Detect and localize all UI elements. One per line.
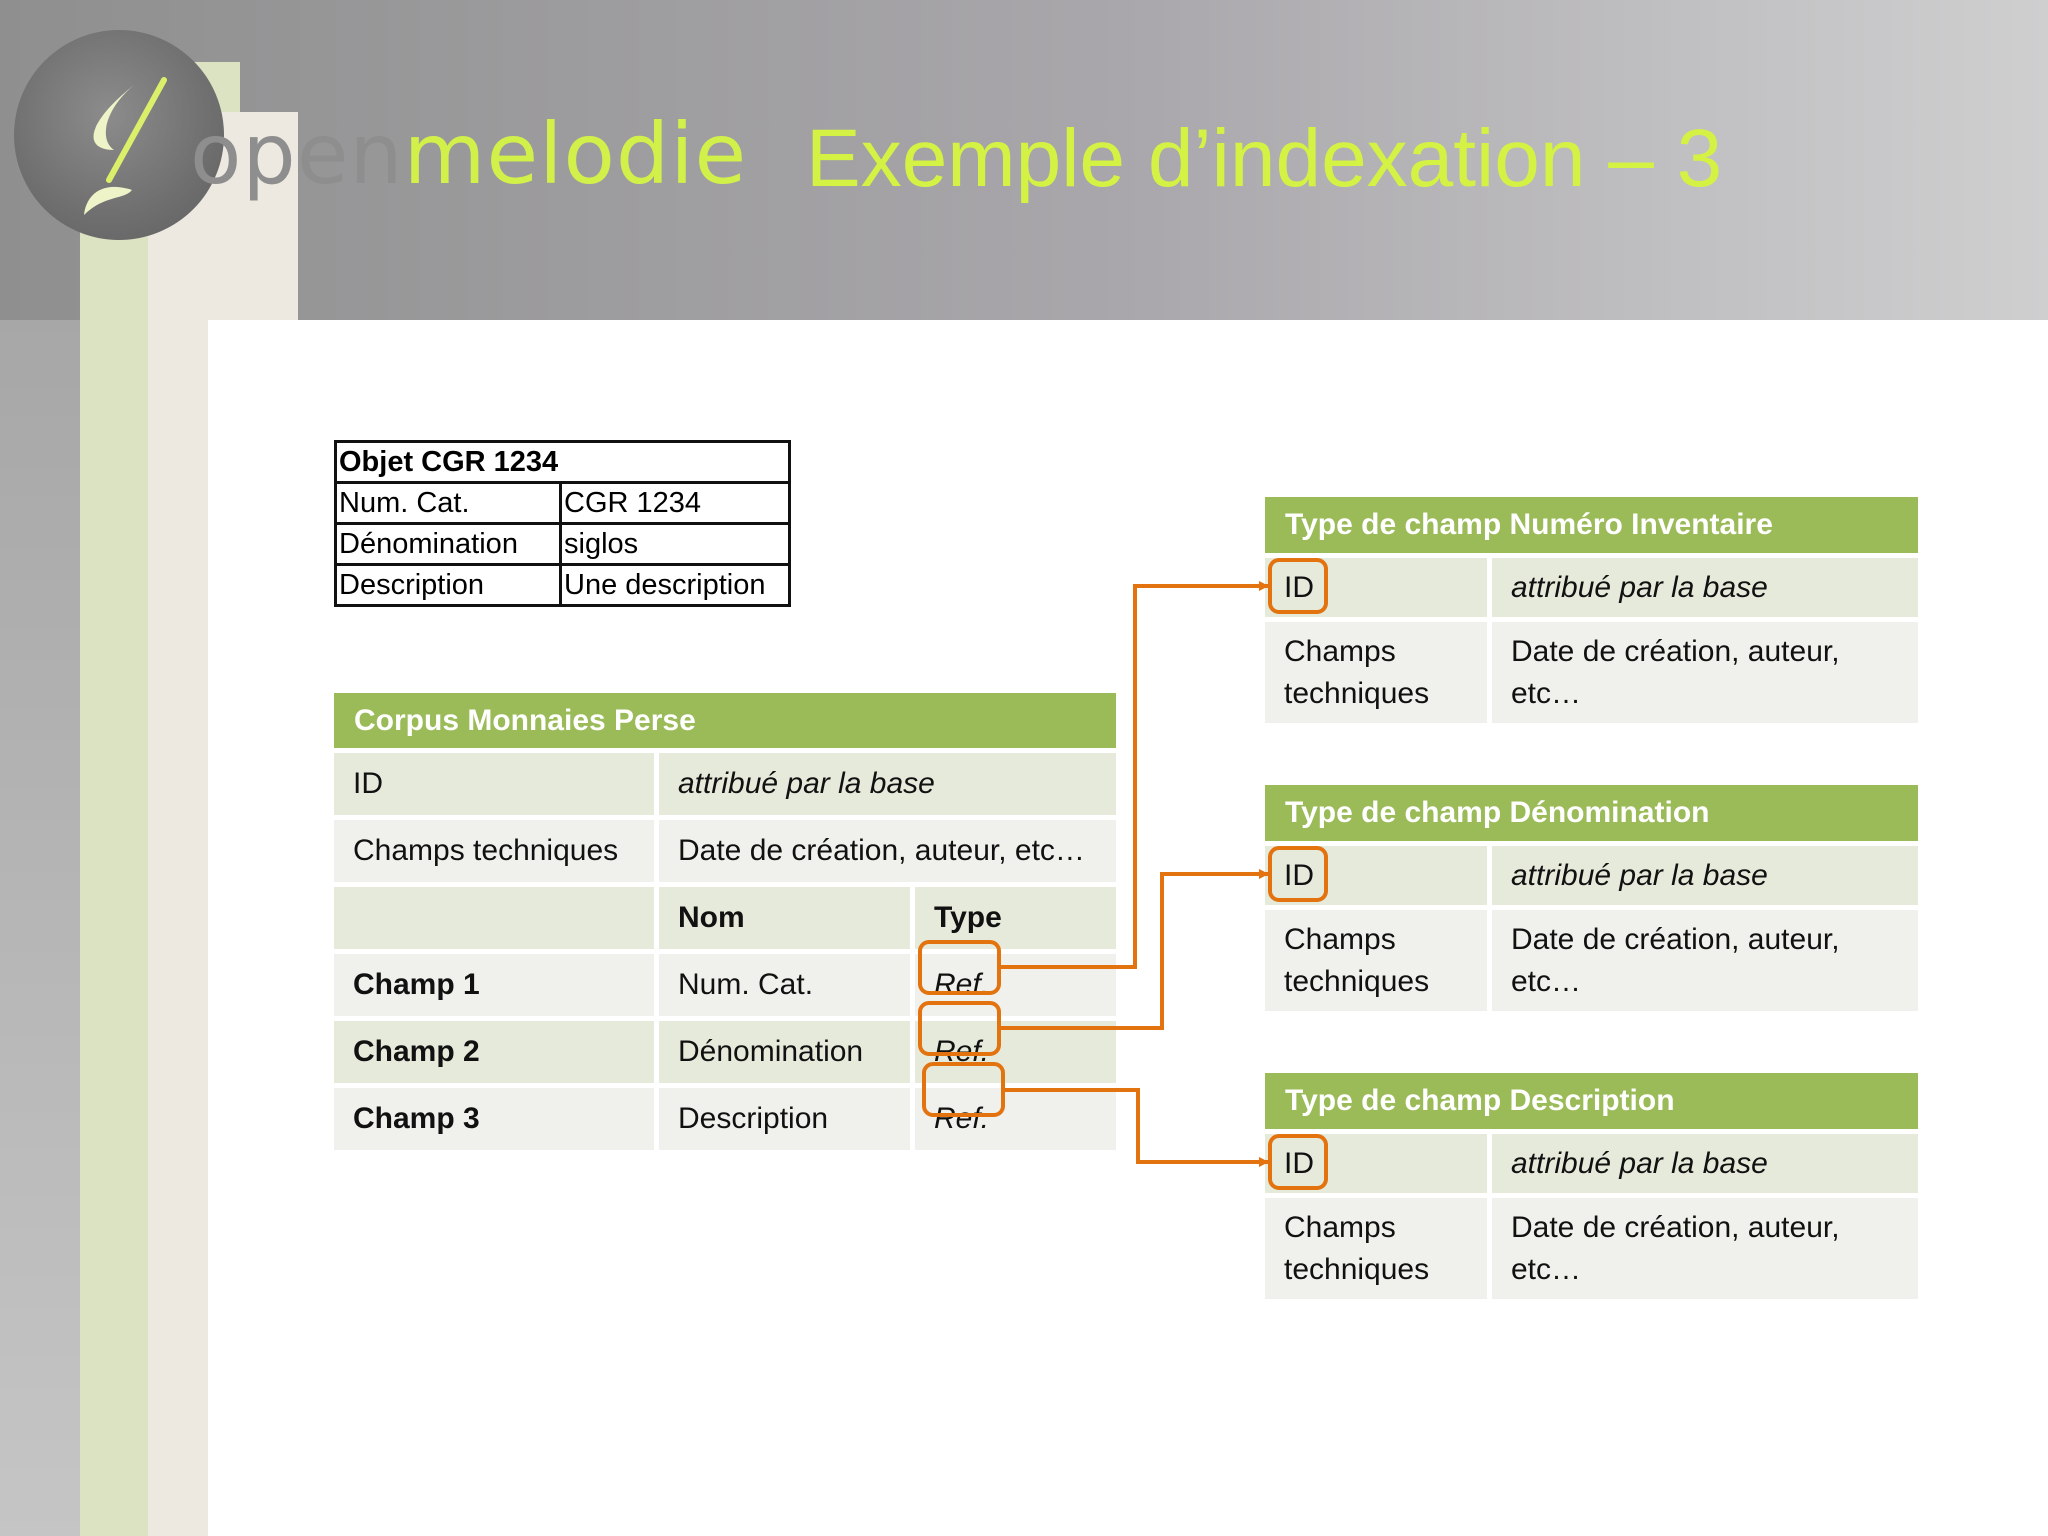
field-type-title: Type de champ Dénomination xyxy=(1265,785,1918,841)
corpus-col-nom: Nom xyxy=(654,887,910,949)
tech-label-line: Champs xyxy=(1284,923,1396,957)
object-field-label: Num. Cat. xyxy=(336,483,561,524)
object-field-value: CGR 1234 xyxy=(561,483,790,524)
field-type-id-value: attribué par la base xyxy=(1487,1134,1918,1193)
arrow-ref3-to-description xyxy=(1003,1090,1268,1162)
corpus-field-label: Champ 2 xyxy=(334,1021,654,1083)
corpus-id-value: attribué par la base xyxy=(654,753,1116,815)
corpus-title: Corpus Monnaies Perse xyxy=(334,693,1116,748)
tech-label-line: techniques xyxy=(1284,964,1430,998)
tech-value-line: Date de création, auteur, xyxy=(1511,635,1840,669)
corpus-field-label: Champ 1 xyxy=(334,954,654,1016)
tech-label-line: Champs xyxy=(1284,635,1396,669)
corpus-id-label: ID xyxy=(334,753,654,815)
tech-value-line: etc… xyxy=(1511,676,1582,710)
id-highlight-2 xyxy=(1270,848,1326,900)
id-highlight-1 xyxy=(1270,560,1326,612)
corpus-field-nom: Dénomination xyxy=(654,1021,910,1083)
ref-highlight-1 xyxy=(920,942,999,993)
tech-value-line: Date de création, auteur, xyxy=(1511,923,1840,957)
corpus-tech-label: Champs techniques xyxy=(334,820,654,882)
ref-highlight-2 xyxy=(920,1003,999,1054)
tech-label-line: techniques xyxy=(1284,676,1430,710)
corpus-field-type: Ref. xyxy=(910,954,1116,1016)
arrow-ref1-to-inventaire xyxy=(999,586,1268,967)
logo-text-melodie: melodie xyxy=(403,105,748,203)
corpus-field-label: Champ 3 xyxy=(334,1088,654,1150)
object-field-label: Dénomination xyxy=(336,524,561,565)
field-type-id-label: ID xyxy=(1265,1134,1487,1193)
tech-value-line: etc… xyxy=(1511,1252,1582,1286)
corpus-field-type: Ref. xyxy=(910,1021,1116,1083)
field-type-id-value: attribué par la base xyxy=(1487,558,1918,617)
field-type-id-label: ID xyxy=(1265,558,1487,617)
tech-label-line: techniques xyxy=(1284,1252,1430,1286)
object-table-header: Objet CGR 1234 xyxy=(336,442,790,483)
object-field-value: Une description xyxy=(561,565,790,606)
object-field-value: siglos xyxy=(561,524,790,565)
tech-label-line: Champs xyxy=(1284,1211,1396,1245)
slide-title: Exemple d’indexation – 3 xyxy=(806,113,1723,204)
ref-highlight-3 xyxy=(924,1064,1003,1115)
object-field-label: Description xyxy=(336,565,561,606)
tech-value-line: etc… xyxy=(1511,964,1582,998)
logo-text-open: open xyxy=(190,105,404,203)
corpus-field-type: Ref. xyxy=(910,1088,1116,1150)
corpus-col-type: Type xyxy=(910,887,1116,949)
field-type-title: Type de champ Numéro Inventaire xyxy=(1265,497,1918,553)
id-highlight-3 xyxy=(1270,1136,1326,1188)
corpus-field-nom: Num. Cat. xyxy=(654,954,910,1016)
corpus-tech-value: Date de création, auteur, etc… xyxy=(654,820,1116,882)
field-type-id-value: attribué par la base xyxy=(1487,846,1918,905)
corpus-field-nom: Description xyxy=(654,1088,910,1150)
field-type-title: Type de champ Description xyxy=(1265,1073,1918,1129)
tech-value-line: Date de création, auteur, xyxy=(1511,1211,1840,1245)
field-type-id-label: ID xyxy=(1265,846,1487,905)
